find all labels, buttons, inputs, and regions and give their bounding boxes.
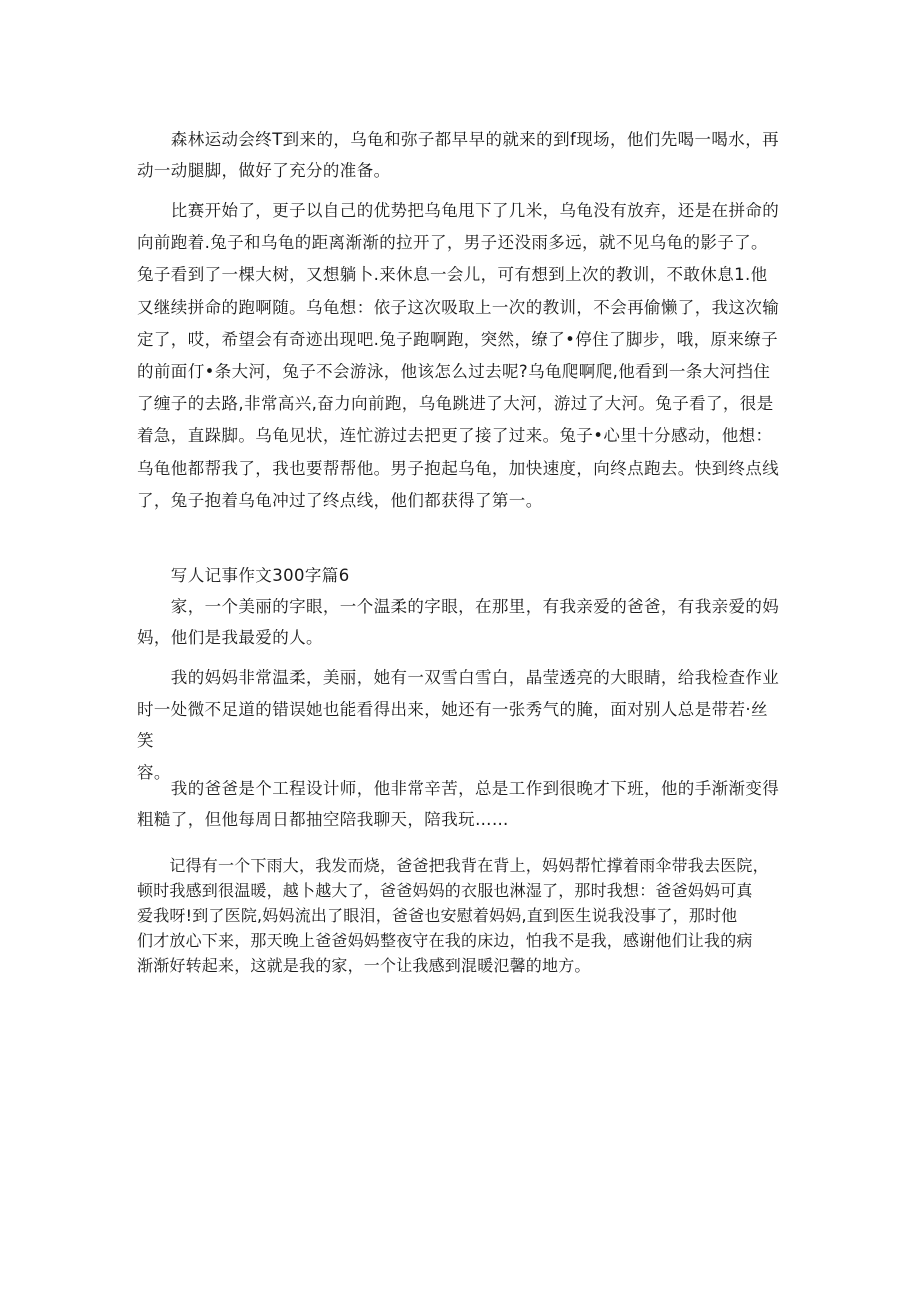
- paragraph-home: 家，一个美丽的字眼，一个温柔的字眼，在那里，有我亲爱的爸爸，有我亲爱的妈 妈，他们是我最爱的人。: [137, 597, 780, 647]
- paragraph-mother: 我的妈妈非常温柔，美丽，她有一双雪白雪白，晶莹透亮的大眼睛，给我检查作业 时一处微不足道的错误她也能看得出来，她还有一张秀气的腌，面对别人总是带若·丝笑 容。: [137, 668, 780, 782]
- essay-heading: 写人记事作文300字篇6: [137, 566, 350, 585]
- paragraph-father: 我的爸爸是个工程设计师，他非常辛苦，总是工作到很晚才下班，他的手渐渐变得 粗糙了，但他每周日都抽空陪我聊天，陪我玩……: [137, 779, 780, 829]
- paragraph-rainy-day: 记得有一个下雨大，我发而烧，爸爸把我背在背上，妈妈帮忙撑着雨伞带我去医院， 顿时我感到很温暖，越卜越大了，爸爸妈妈的衣服也淋湿了，那时我想：爸爸妈妈可真 爱我呀!到了医院,妈妈流出了眼泪，爸爸也安慰着妈妈,直到医生说我没事了，那时他 们才放心下来，那天晚上爸爸妈妈整夜守在我的床边，怕我不是我，感谢他们让我的病 渐渐好转起来，这就是我的家，一个让我感到混暖氾馨的地方。: [137, 856, 769, 975]
- paragraph-race-story: 比赛开始了，更子以自己的优势把乌龟甩下了几米，乌龟没有放弃，还是在拼命的 向前跑着.兔子和乌龟的距离渐渐的拉开了，男子还没雨多远，就不见乌龟的影子了。 兔子看到了一棵大树，又想躺卜.来休息一会儿，可有想到上次的教训，不敢休息1.他 又继续拼命的跑啊随。乌龟想：依子这次吸取上一次的教训，不会再偷懒了，我这次输 定了，哎，希望会有奇迹出现吧.兔子跑啊跑，突然，缭了•停住了脚步，哦，原来缭子 的前面仃•条大河，兔子不会游泳，他该怎么过去呢?乌龟爬啊爬,他看到一条大河挡住 了缠子的去路,非常高兴,奋力向前跑，乌龟跳进了大河，游过了大河。兔子看了，很是 着急，直跺脚。乌龟见状，连忙游过去把更了接了过来。兔子•心里十分感动，他想： 乌龟他都帮我了，我也要帮帮他。男子抱起乌龟，加快速度，向终点跑去。快到终点线 了，兔子抱着乌龟冲过了终点线，他们都获得了第一。: [137, 201, 780, 510]
- paragraph-race-start: 森林运动会终T到来的，乌龟和弥子都早早的就来的到f现场，他们先喝一喝水，再 动一动腿脚，做好了充分的准备。: [137, 130, 779, 180]
